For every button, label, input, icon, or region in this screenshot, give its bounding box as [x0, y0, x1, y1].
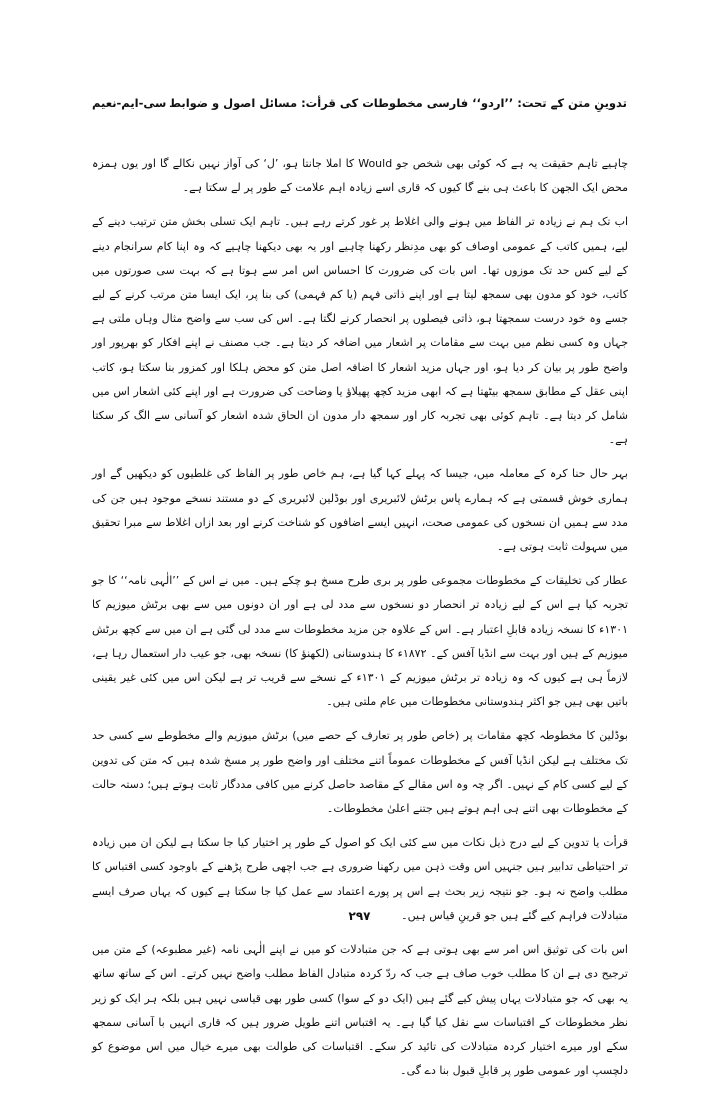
page-number: ۲۹۷	[348, 909, 371, 923]
running-title: تدوینِ متن کے تحت: ’’اردو‘‘ فارسی مخطوطات کی قرأت: مسائل اصول و ضوابط	[169, 96, 627, 110]
author-name: سی-ایم-نعیم	[92, 96, 167, 110]
paragraph: عطار کی تخلیقات کے مخطوطات مجموعی طور پر بری طرح مسخ ہو چکے ہیں۔ میں نے اس کے ’’الٰہی نامہ‘‘ کا جو تجربہ کیا ہے اس کے لیے زیادہ تر انحصار دو نسخوں سے مدد لی ہے اور ان دونوں میں سے بھی برٹش میوزیم کا ۱۳۰۱ء کا نسخہ زیادہ قابلِ اعتبار ہے۔ اس کے علاوہ جن مزید مخطوطات سے مدد لی گئی ہے ان میں سے کچھ برٹش میوزیم کے ہیں اور بہت سے انڈیا آفس کے۔ ۱۸۷۲ء کا ہندوستانی (لکھنؤ کا) نسخہ بھی، جو عیب دار استعمال رہا ہے، لازماً ہی ہے کیوں کہ وہ زیادہ تر برٹش میوزیم کے ۱۳۰۱ء کے نسخے سے قریب تر ہے لیکن اس میں کئی غیر یقینی باتیں بھی ہیں جو اکثر ہندوستانی مخطوطات میں عام ملتی ہیں۔	[92, 574, 628, 709]
paragraph: بہر حال حنا کرہ کے معاملہ میں، جیسا کہ پہلے کہا گیا ہے، ہم خاص طور پر الفاظ کی غلطیوں کو دیکھیں گے اور ہماری خوش قسمتی ہے کہ ہمارے پاس برٹش لائبریری اور بوڈلین لائبریری کے دو مستند نسخے موجود ہیں جن کی مدد سے ہمیں ان نسخوں کی عمومی صحت، انہیں ایسے اضافوں کو شناخت کرنے اور بعد ازاں اغلاط سے مبرا تحقیق میں سہولت ثابت ہوتی ہے۔	[92, 467, 628, 554]
paragraph: چاہیے تاہم حقیقت یہ ہے کہ کوئی بھی شخص جو Would کا املا جانتا ہو، ’ل‘ کی آواز نہیں نکالے گا اور یوں ہمزہ محض ایک الجھن کا باعث ہی بنے گا کیوں کہ قاری اسے زیادہ اہم علامت کے طور پر لے سکتا ہے۔	[92, 157, 628, 195]
running-header	[92, 96, 627, 116]
body-text	[92, 152, 628, 1093]
paragraph: اس بات کی توثیق اس امر سے بھی ہوتی ہے کہ جن متبادلات کو میں نے اپنے الٰہی نامہ (غیر مطبوعہ) کے متن میں ترجیح دی ہے ان کا مطلب خوب صاف ہے جب کہ ردّ کردہ متبادل الفاظ مطلب واضح نہیں کرتے۔ اس کے ساتھ ساتھ یہ بھی کہ جو متبادلات یہاں پیش کیے گئے ہیں (ایک دو کے سوا) کسی طور بھی قیاسی نہیں ہیں بلکہ ہر ایک کو زیر نظر مخطوطات کے اقتباسات سے نقل کیا گیا ہے۔ یہ اقتباس اتنے طویل ضرور ہیں کہ قاری انہیں با آسانی سمجھ سکے اور میرے اختیار کردہ متبادلات کی تائید کر سکے۔ اقتباسات کی طوالت بھی میرے خیال میں اس موضوع کو دلچسپ اور عمومی طور پر قابلِ قبول بنا دے گی۔	[92, 943, 628, 1078]
paragraph: بوڈلین کا مخطوطہ کچھ مقامات پر (خاص طور پر تعارف کے حصے میں) برٹش میوزیم والے مخطوطے سے کسی حد تک مختلف ہے لیکن انڈیا آفس کے مخطوطات عموماً اتنے مختلف اور واضح طور پر مسخ شدہ ہیں کہ متن کی تدوین کے لیے کسی کام کے نہیں۔ اگر چہ وہ اس مقالے کے مقاصد حاصل کرنے میں کافی مددگار ثابت ہوتے ہیں؛ دستہ حالت کے مخطوطات بھی اتنے ہی اہم ہوتے ہیں جتنے اعلیٰ مخطوطات۔	[92, 729, 628, 816]
paragraph: قرأت یا تدوین کے لیے درج ذیل نکات میں سے کئی ایک کو اصول کے طور پر اختیار کیا جا سکتا ہے لیکن ان میں زیادہ تر احتیاطی تدابیر ہیں جنہیں اس وقت ذہن میں رکھنا ضروری ہے جب اچھی طرح پڑھنے کے باوجود کسی اقتباس کا مطلب واضح نہ ہو۔ جو نتیجہ زیر بحث ہے اس پر پورے اعتماد سے عمل کیا جا سکتا ہے کیوں کہ یہاں صرف ایسے متبادلات فراہم کیے گئے ہیں جو قرینِ قیاس ہیں۔	[92, 836, 628, 922]
paragraph: اب تک ہم نے زیادہ تر الفاظ میں ہونے والی اغلاط پر غور کرتے رہے ہیں۔ تاہم ایک تسلی بخش متن ترتیب دینے کے لیے، ہمیں کاتب کے عمومی اوصاف کو بھی مدِنظر رکھنا چاہیے اور یہ بھی دیکھنا چاہیے کہ وہ اپنا کام سرانجام دینے کے لیے کس حد تک موزوں تھا۔ اس بات کی ضرورت کا احساس اس امر سے ہوتا ہے کہ بہت سی صورتوں میں کاتب، خود کو مدون بھی سمجھ لیتا ہے اور اپنے ذاتی فہم (یا کم فہمی) کی بنا پر، ایک ایسا متن مرتب کرنے کے لیے جسے وہ خود درست سمجھتا ہو، ذاتی فیصلوں پر انحصار کرنے لگتا ہے۔ اس کی سب سے واضح مثال وہاں ملتی ہے جہاں وہ کسی نظم میں بہت سے مقامات پر اشعار میں اضافہ کر دیتا ہے۔ جب مصنف نے اپنے افکار کو بھرپور اور واضح طور پر بیان کر دیا ہو، اور جہاں مزید اشعار کا اضافہ اصل متن کو محض ہلکا اور کمزور بنا سکتا ہو، کاتب اپنی عقل کے مطابق سمجھ بیٹھتا ہے کہ ابھی مزید کچھ پھیلاؤ یا وضاحت کی ضرورت ہے اور اپنے کئی اشعار اس میں شامل کر دیتا ہے۔ تاہم کوئی بھی تجربہ کار اور سمجھ دار مدون ان الحاق شدہ اشعار کو آسانی سے الگ کر سکتا ہے۔	[92, 215, 628, 447]
